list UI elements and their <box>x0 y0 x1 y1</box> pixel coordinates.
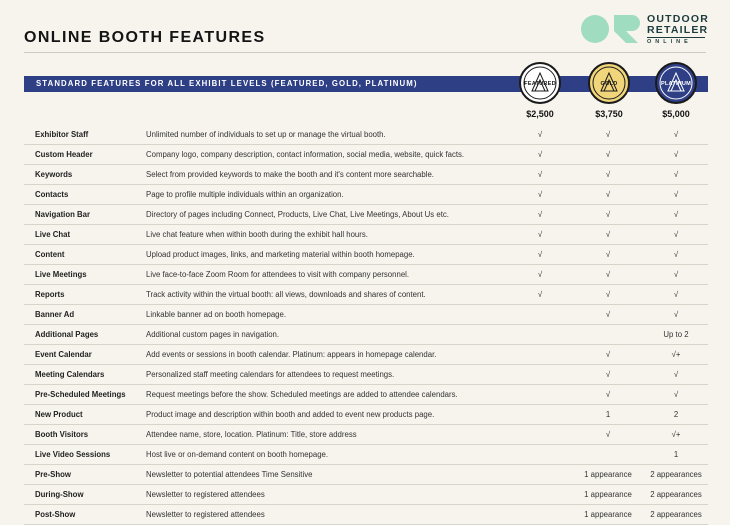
feature-description: Page to profile multiple individuals within an organization. <box>146 190 344 199</box>
featured-value: √ <box>537 190 543 199</box>
featured-badge-label: FEATURED <box>524 81 556 87</box>
featured-price: $2,500 <box>526 109 554 119</box>
gold-value: √ <box>605 370 611 379</box>
feature-description: Add events or sessions in booth calendar. Platinum: appears in homepage calendar. <box>146 350 437 359</box>
platinum-value: Up to 2 <box>663 330 689 339</box>
feature-description: Live face-to-face Zoom Room for attendees to visit with company personnel. <box>146 270 410 279</box>
platinum-value: √ <box>673 270 679 279</box>
featured-value: √ <box>537 210 543 219</box>
feature-name: Meeting Calendars <box>35 370 105 379</box>
platinum-value: √ <box>673 150 679 159</box>
feature-description: Linkable banner ad on booth homepage. <box>146 310 287 319</box>
logo-name-line3: ONLINE <box>647 37 705 45</box>
feature-description: Directory of pages including Connect, Products, Live Chat, Live Meetings, About Us etc. <box>146 210 449 219</box>
platinum-value: √+ <box>671 430 681 439</box>
banner-text: STANDARD FEATURES FOR ALL EXHIBIT LEVELS (FEATURED, GOLD, PLATINUM) <box>36 79 418 88</box>
gold-value: √ <box>605 130 611 139</box>
feature-name: Event Calendar <box>35 350 92 359</box>
feature-description: Track activity within the virtual booth: all views, downloads and shares of content. <box>146 290 426 299</box>
platinum-value: √ <box>673 250 679 259</box>
table-row <box>24 245 708 265</box>
feature-name: Pre-Scheduled Meetings <box>35 390 126 399</box>
feature-name: Additional Pages <box>35 330 99 339</box>
feature-name: During-Show <box>35 490 84 499</box>
feature-name: Banner Ad <box>35 310 75 319</box>
feature-description: Select from provided keywords to make the booth and it's content more searchable. <box>146 170 434 179</box>
feature-name: Post-Show <box>35 510 76 519</box>
table-row <box>24 385 708 405</box>
gold-value: √ <box>605 230 611 239</box>
platinum-value: 2 appearances <box>650 490 702 499</box>
gold-badge-icon <box>588 62 630 104</box>
featured-value: √ <box>537 290 543 299</box>
logo-mark-icon <box>580 13 642 45</box>
featured-value: √ <box>537 150 543 159</box>
gold-value: √ <box>605 210 611 219</box>
feature-description: Live chat feature when within booth during the exhibit hall hours. <box>146 230 368 239</box>
features-table <box>24 125 708 525</box>
platinum-value: 1 <box>673 450 679 459</box>
feature-name: Content <box>35 250 65 259</box>
table-row <box>24 405 708 425</box>
gold-value: √ <box>605 430 611 439</box>
platinum-value: √+ <box>671 350 681 359</box>
feature-description: Newsletter to potential attendees Time Sensitive <box>146 470 313 479</box>
platinum-value: √ <box>673 310 679 319</box>
featured-badge-icon <box>519 62 561 104</box>
table-row <box>24 285 708 305</box>
gold-badge-label: GOLD <box>600 81 618 87</box>
platinum-price: $5,000 <box>662 109 690 119</box>
gold-value: 1 <box>605 410 611 419</box>
feature-description: Newsletter to registered attendees <box>146 510 265 519</box>
logo-name-line2: RETAILER <box>647 24 709 36</box>
feature-description: Personalized staff meeting calendars for attendees to request meetings. <box>146 370 395 379</box>
feature-name: Live Chat <box>35 230 71 239</box>
gold-value: √ <box>605 170 611 179</box>
gold-value: 1 appearance <box>584 510 632 519</box>
platinum-value: √ <box>673 130 679 139</box>
platinum-value: 2 <box>673 410 679 419</box>
platinum-value: √ <box>673 230 679 239</box>
table-row <box>24 445 708 465</box>
table-row <box>24 325 708 345</box>
gold-value: √ <box>605 310 611 319</box>
feature-description: Newsletter to registered attendees <box>146 490 265 499</box>
table-row <box>24 505 708 525</box>
header-divider <box>24 52 706 53</box>
gold-value: 1 appearance <box>584 490 632 499</box>
page-title: ONLINE BOOTH FEATURES <box>24 29 266 46</box>
gold-value: √ <box>605 250 611 259</box>
feature-description: Host live or on-demand content on booth homepage. <box>146 450 329 459</box>
platinum-value: √ <box>673 190 679 199</box>
feature-description: Product image and description within booth and added to event new products page. <box>146 410 435 419</box>
gold-price: $3,750 <box>595 109 623 119</box>
feature-description: Request meetings before the show. Scheduled meetings are added to attendee calendars. <box>146 390 458 399</box>
feature-name: Navigation Bar <box>35 210 91 219</box>
table-row <box>24 305 708 325</box>
table-row <box>24 145 708 165</box>
outdoor-retailer-logo <box>580 12 710 46</box>
feature-description: Additional custom pages in navigation. <box>146 330 280 339</box>
feature-name: Live Meetings <box>35 270 87 279</box>
feature-description: Attendee name, store, location. Platinum: Title, store address <box>146 430 357 439</box>
feature-description: Unlimited number of individuals to set up or manage the virtual booth. <box>146 130 386 139</box>
feature-name: Exhibitor Staff <box>35 130 89 139</box>
table-row <box>24 345 708 365</box>
feature-description: Upload product images, links, and marketing material within booth homepage. <box>146 250 415 259</box>
platinum-value: √ <box>673 390 679 399</box>
gold-value: 1 appearance <box>584 470 632 479</box>
feature-name: Pre-Show <box>35 470 71 479</box>
table-row <box>24 185 708 205</box>
gold-value: √ <box>605 270 611 279</box>
gold-value: √ <box>605 150 611 159</box>
platinum-value: √ <box>673 370 679 379</box>
feature-name: Booth Visitors <box>35 430 89 439</box>
table-row <box>24 425 708 445</box>
feature-name: Contacts <box>35 190 69 199</box>
feature-name: Live Video Sessions <box>35 450 111 459</box>
featured-value: √ <box>537 230 543 239</box>
gold-value: √ <box>605 290 611 299</box>
table-row <box>24 485 708 505</box>
featured-value: √ <box>537 270 543 279</box>
platinum-badge-icon <box>655 62 697 104</box>
gold-value: √ <box>605 350 611 359</box>
platinum-value: 2 appearances <box>650 470 702 479</box>
gold-value: √ <box>605 190 611 199</box>
logo-name-line1: OUTDOOR <box>647 13 710 25</box>
table-row <box>24 265 708 285</box>
platinum-badge-label: PLATINUM <box>660 81 692 87</box>
featured-value: √ <box>537 250 543 259</box>
table-row <box>24 225 708 245</box>
platinum-value: √ <box>673 210 679 219</box>
platinum-value: √ <box>673 290 679 299</box>
feature-description: Company logo, company description, contact information, social media, website, quick facts. <box>146 150 465 159</box>
feature-name: Custom Header <box>35 150 93 159</box>
table-row <box>24 205 708 225</box>
table-row <box>24 125 708 145</box>
featured-value: √ <box>537 170 543 179</box>
gold-value: √ <box>605 390 611 399</box>
feature-name: Keywords <box>35 170 73 179</box>
feature-name: Reports <box>35 290 65 299</box>
table-row <box>24 365 708 385</box>
featured-value: √ <box>537 130 543 139</box>
platinum-value: √ <box>673 170 679 179</box>
feature-name: New Product <box>35 410 83 419</box>
table-row <box>24 465 708 485</box>
table-row <box>24 165 708 185</box>
platinum-value: 2 appearances <box>650 510 702 519</box>
